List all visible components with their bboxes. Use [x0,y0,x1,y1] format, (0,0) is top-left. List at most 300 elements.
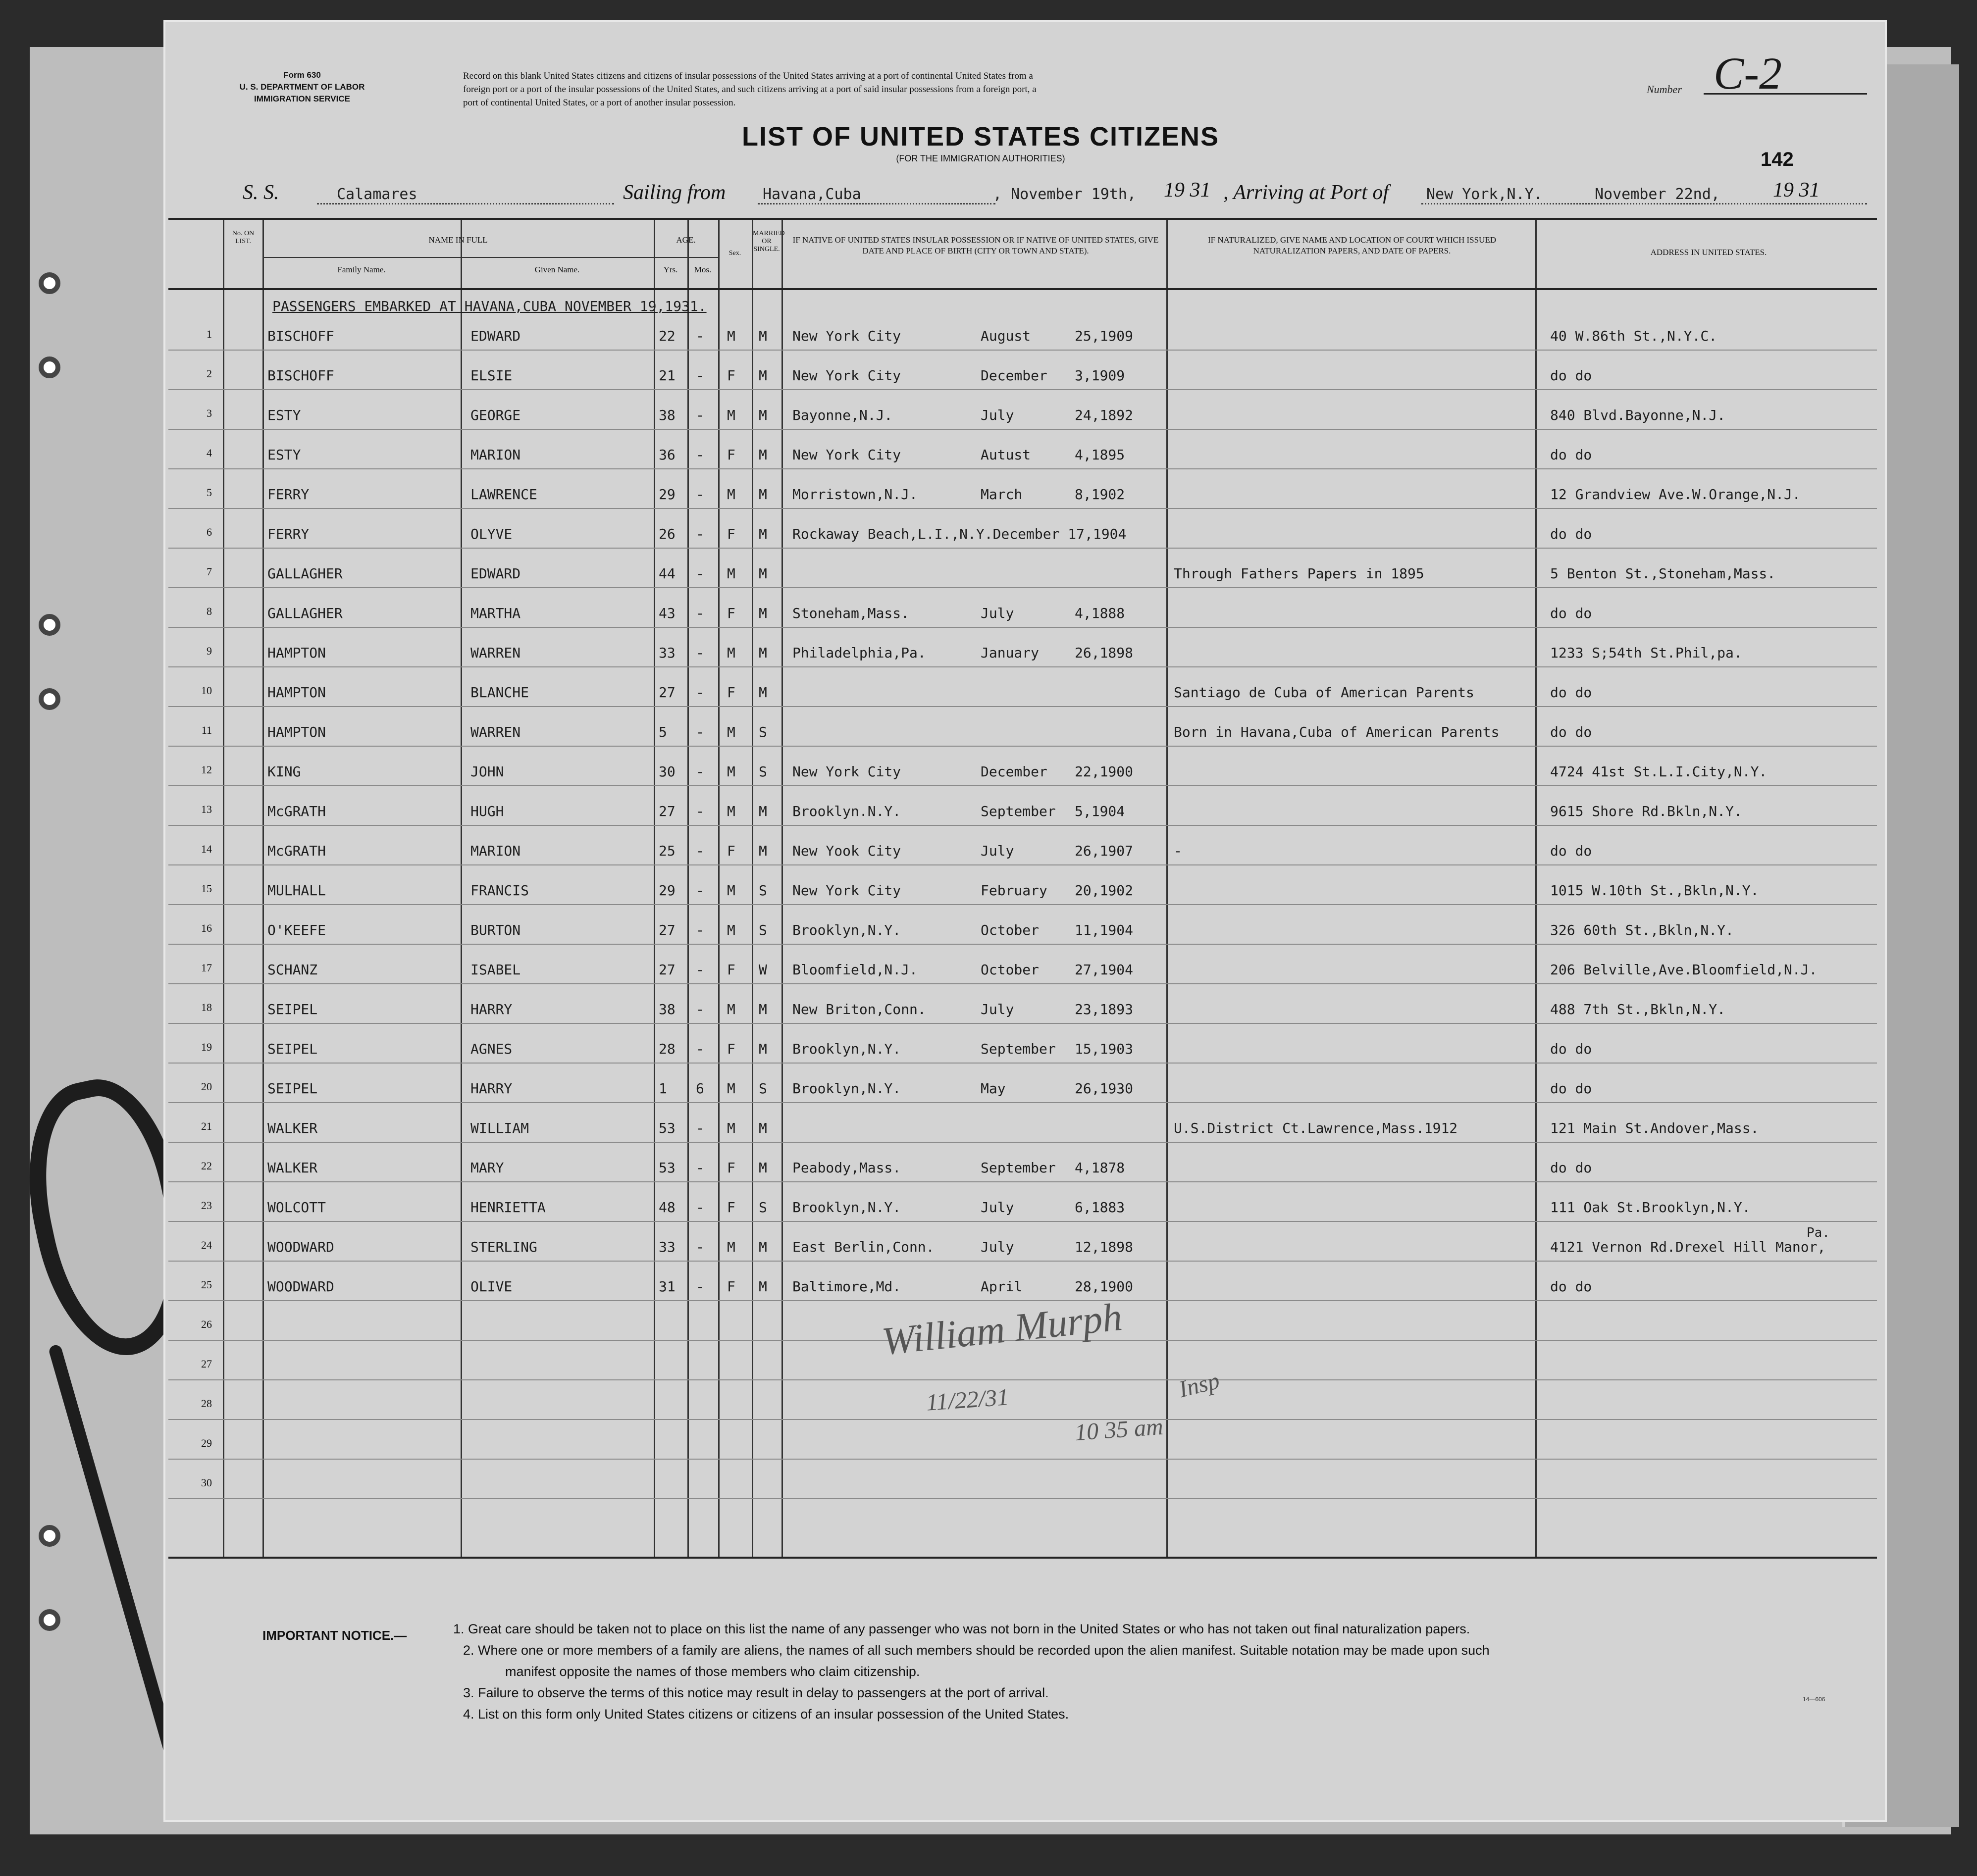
birth-month: September [981,1160,1056,1176]
row-number: 1 [207,328,212,340]
row-number: 22 [201,1160,212,1172]
given-name: BURTON [470,922,521,938]
form-number: Form 630 [283,70,321,80]
naturalization-court: - [1174,843,1182,859]
given-name: WILLIAM [470,1120,529,1136]
row-rule [168,1261,1877,1262]
row-number: 9 [207,645,212,657]
sex: M [727,1239,735,1255]
row-rule [168,1063,1877,1064]
marital-status: M [759,1239,767,1255]
family-name: BISCHOFF [267,367,334,384]
given-name: WARREN [470,645,521,661]
family-name: GALLAGHER [267,605,343,621]
birth-day-year: 26,1930 [1075,1080,1134,1097]
row-number: 21 [201,1120,212,1132]
age-months: - [696,922,704,938]
row-rule [168,1181,1877,1182]
age-months: - [696,843,704,859]
age-years: 25 [659,843,676,859]
birth-month: February [981,882,1047,899]
empty-row-number: 30 [201,1476,212,1489]
birth-day-year: 3,1909 [1075,367,1125,384]
header-bottom-rule [168,288,1877,290]
birth-day-year: 11,1904 [1075,922,1134,938]
col-header-married: MARRIED OR SINGLE. [753,230,785,253]
birth-month: December [981,367,1047,384]
birth-day-year: 23,1893 [1075,1001,1134,1017]
age-months: - [696,684,704,701]
sex: M [727,724,735,740]
row-number: 24 [201,1239,212,1251]
age-years: 1 [659,1080,667,1097]
sex: M [727,1080,735,1097]
birth-month: July [981,407,1014,423]
birth-day-year: 27,1904 [1075,962,1134,978]
row-number: 4 [207,447,212,459]
marital-status: S [759,724,767,740]
given-name: WARREN [470,724,521,740]
col-header-sex: Sex. [728,250,741,257]
age-years: 26 [659,526,676,542]
birth-day-year: 6,1883 [1075,1199,1125,1216]
age-months: - [696,1239,704,1255]
age-years: 27 [659,962,676,978]
address: do do [1550,605,1592,621]
birth-place: Brooklyn,N.Y. [792,1080,901,1097]
given-name: AGNES [470,1041,513,1057]
age-years: 27 [659,803,676,819]
row-number: 6 [207,526,212,538]
sex: F [727,526,735,542]
marital-status: M [759,645,767,661]
birth-place: Brooklyn,N.Y. [792,1041,901,1057]
birth-place: New York City [792,882,901,899]
birth-month: Autust [981,447,1031,463]
sex: F [727,684,735,701]
marital-status: M [759,1120,767,1136]
row-number: 7 [207,565,212,578]
row-rule [168,785,1877,786]
row-number: 13 [201,803,212,815]
departure-year: 19 31 [1164,179,1211,202]
birth-place: New Briton,Conn. [792,1001,926,1017]
row-rule [168,983,1877,984]
given-name: MARION [470,843,521,859]
col-divider [1535,220,1537,1557]
birth-day-year: 4,1878 [1075,1160,1125,1176]
sex: M [727,763,735,780]
header-rule [654,257,718,258]
marital-status: M [759,1001,767,1017]
given-name: JOHN [470,763,504,780]
birth-place: Bayonne,N.J. [792,407,893,423]
birth-place: Peabody,Mass. [792,1160,901,1176]
age-months: - [696,763,704,780]
row-rule [168,1419,1877,1420]
ship-name: Calamares [337,186,417,203]
age-years: 29 [659,882,676,899]
departure-port: Havana,Cuba [763,186,861,203]
given-name: ELSIE [470,367,513,384]
given-name: EDWARD [470,328,521,344]
row-rule [168,587,1877,588]
row-rule [168,1142,1877,1143]
row-number: 25 [201,1278,212,1291]
form-department: U. S. DEPARTMENT OF LABOR [239,82,365,92]
age-months: - [696,1120,704,1136]
row-number: 20 [201,1080,212,1093]
notice-item: 2. Where one or more members of a family are aliens, the names of all such members should be recorded upon the alien manifest. Suitable notation may be made upon such [463,1643,1490,1658]
empty-row-number: 29 [201,1437,212,1449]
address: do do [1550,1160,1592,1176]
col-header-birth: IF NATIVE OF UNITED STATES INSULAR POSSESSION OR IF NATIVE OF UNITED STATES, GIVE DATE AND PLACE OF BIRTH (CITY OR TOWN AND STATE). [792,235,1159,255]
age-months: - [696,1278,704,1295]
arriving-label: , Arriving at Port of [1223,181,1389,204]
marital-status: M [759,447,767,463]
birth-month: October [981,962,1040,978]
row-number: 18 [201,1001,212,1014]
sex: F [727,1041,735,1057]
marital-status: M [759,526,767,542]
form-id-block [213,69,391,105]
arrival-port: New York,N.Y. [1426,186,1543,203]
punch-hole [39,1525,60,1547]
age-years: 33 [659,645,676,661]
given-name: EDWARD [470,565,521,582]
given-name: MARION [470,447,521,463]
birth-place: Stoneham,Mass. [792,605,910,621]
given-name: OLYVE [470,526,513,542]
notice-item: manifest opposite the names of those members who claim citizenship. [505,1664,920,1679]
birth-place: Baltimore,Md. [792,1278,901,1295]
age-months: - [696,1199,704,1216]
birth-day-year: 20,1902 [1075,882,1134,899]
birth-day-year: 4,1895 [1075,447,1125,463]
punch-hole [39,356,60,378]
birth-month: October [981,922,1040,938]
signature-date: 11/22/31 [925,1384,1010,1416]
notice-item: 4. List on this form only United States citizens or citizens of an insular possession of the United States. [463,1707,1069,1722]
sex: M [727,645,735,661]
family-name: FERRY [267,526,310,542]
age-years: 31 [659,1278,676,1295]
sex: M [727,407,735,423]
family-name: MULHALL [267,882,326,899]
family-name: GALLAGHER [267,565,343,582]
age-years: 53 [659,1160,676,1176]
punch-hole [39,688,60,710]
sex: F [727,843,735,859]
col-header-name: NAME IN FULL [428,235,488,245]
given-name: MARY [470,1160,504,1176]
col-divider [262,220,264,1557]
address: 12 Grandview Ave.W.Orange,N.J. [1550,486,1801,503]
row-rule [168,508,1877,509]
family-name: SEIPEL [267,1001,318,1017]
row-rule [168,1102,1877,1103]
birth-month: December [981,763,1047,780]
family-name: HAMPTON [267,724,326,740]
instruction-line: Record on this blank United States citizens and citizens of insular possessions of the United States arriving at a port of continental United States from a [463,71,1033,81]
address: 206 Belville,Ave.Bloomfield,N.J. [1550,962,1818,978]
page-subtitle: (FOR THE IMMIGRATION AUTHORITIES) [896,153,1065,163]
sex: F [727,1278,735,1295]
notice-item: 3. Failure to observe the terms of this notice may result in delay to passengers at the port of arrival. [463,1685,1049,1700]
row-rule [168,1023,1877,1024]
row-rule [168,1459,1877,1460]
col-header-naturalized: IF NATURALIZED, GIVE NAME AND LOCATION OF COURT WHICH ISSUED NATURALIZATION PAPERS, AND DATE OF PAPERS. [1207,235,1496,255]
punch-hole [39,1609,60,1631]
address: 1015 W.10th St.,Bkln,N.Y. [1550,882,1759,899]
row-rule [168,548,1877,549]
sex: F [727,447,735,463]
arrival-date: November 22nd, [1595,186,1720,203]
birth-month: August [981,328,1031,344]
birth-month: September [981,803,1056,819]
given-name: STERLING [470,1239,537,1255]
family-name: HAMPTON [267,645,326,661]
signature-time: 10 35 am [1074,1413,1164,1446]
birth-place: Rockaway Beach,L.I.,N.Y.December 17,1904 [792,526,1127,542]
given-name: HARRY [470,1080,513,1097]
row-number: 19 [201,1041,212,1053]
age-years: 27 [659,922,676,938]
row-rule [168,429,1877,430]
row-rule [168,389,1877,390]
empty-row-number: 28 [201,1397,212,1410]
birth-place: New York City [792,367,901,384]
family-name: WOODWARD [267,1239,334,1255]
punch-hole [39,272,60,294]
marital-status: S [759,922,767,938]
given-name: ISABEL [470,962,521,978]
address: 840 Blvd.Bayonne,N.J. [1550,407,1726,423]
age-years: 48 [659,1199,676,1216]
address: 40 W.86th St.,N.Y.C. [1550,328,1717,344]
address: 4724 41st St.L.I.City,N.Y. [1550,763,1768,780]
row-number: 14 [201,843,212,855]
sex: F [727,1160,735,1176]
embark-heading: PASSENGERS EMBARKED AT HAVANA,CUBA NOVEMBER 19,1931. [272,298,707,314]
row-number: 5 [207,486,212,499]
birth-day-year: 24,1892 [1075,407,1134,423]
sex: F [727,962,735,978]
birth-place: New York City [792,447,901,463]
row-rule [168,944,1877,945]
age-months: - [696,724,704,740]
age-months: - [696,565,704,582]
row-rule [168,1498,1877,1499]
marital-status: M [759,605,767,621]
family-name: WALKER [267,1160,318,1176]
row-number: 11 [201,724,212,736]
marital-status: M [759,328,767,344]
given-name: BLANCHE [470,684,529,701]
birth-month: April [981,1278,1023,1295]
address: 111 Oak St.Brooklyn,N.Y. [1550,1199,1751,1216]
marital-status: M [759,565,767,582]
address: 1233 S;54th St.Phil,pa. [1550,645,1742,661]
signature-suffix: Insp [1176,1367,1222,1403]
sex: M [727,1120,735,1136]
sailing-label: Sailing from [623,181,726,204]
marital-status: M [759,684,767,701]
col-header-address: ADDRESS IN UNITED STATES. [1650,248,1767,257]
col-header-age: AGE. [676,235,696,245]
family-name: ESTY [267,407,301,423]
given-name: HARRY [470,1001,513,1017]
col-header-no: No. ON LIST. [232,230,255,245]
naturalization-court: Through Fathers Papers in 1895 [1174,565,1424,582]
row-rule [168,1221,1877,1222]
given-name: OLIVE [470,1278,513,1295]
col-header-yrs: Yrs. [663,265,678,274]
row-rule [168,350,1877,351]
age-months: - [696,486,704,503]
birth-month: March [981,486,1023,503]
col-header-family: Family Name. [337,265,386,274]
col-divider [223,220,224,1557]
address: do do [1550,447,1592,463]
age-months: - [696,645,704,661]
address: do do [1550,526,1592,542]
sex: M [727,1001,735,1017]
col-divider [718,220,720,1557]
address: do do [1550,684,1592,701]
given-name: HUGH [470,803,504,819]
marital-status: M [759,843,767,859]
age-months: - [696,605,704,621]
family-name: FERRY [267,486,310,503]
row-number: 16 [201,922,212,934]
punch-hole [39,614,60,636]
birth-place: Philadelphia,Pa. [792,645,926,661]
col-divider [1166,220,1168,1557]
address: do do [1550,843,1592,859]
birth-day-year: 22,1900 [1075,763,1134,780]
given-name: MARTHA [470,605,521,621]
address: 4121 Vernon Rd.Drexel Hill Manor, [1550,1239,1826,1255]
address: 326 60th St.,Bkln,N.Y. [1550,922,1734,938]
marital-status: M [759,1278,767,1295]
row-rule [168,1300,1877,1301]
birth-place: East Berlin,Conn. [792,1239,935,1255]
col-header-mos: Mos. [694,265,712,274]
age-years: 53 [659,1120,676,1136]
birth-month: July [981,1199,1014,1216]
family-name: SCHANZ [267,962,318,978]
age-months: - [696,367,704,384]
birth-place: New York City [792,328,901,344]
row-number: 3 [207,407,212,419]
row-rule [168,706,1877,707]
row-number: 15 [201,882,212,895]
age-months: - [696,962,704,978]
birth-month: September [981,1041,1056,1057]
row-rule [168,825,1877,826]
address-note-pa: Pa. [1807,1225,1830,1240]
age-years: 22 [659,328,676,344]
instruction-line: port of continental United States, or a port of another insular possession. [463,98,736,108]
form-code: 14—606 [1803,1696,1825,1703]
age-months: - [696,803,704,819]
age-months: - [696,1041,704,1057]
age-months: - [696,328,704,344]
family-name: McGRATH [267,803,326,819]
age-months: - [696,407,704,423]
sex: M [727,803,735,819]
row-number: 2 [207,367,212,380]
age-months: - [696,1160,704,1176]
family-name: McGRATH [267,843,326,859]
row-number: 10 [201,684,212,697]
age-years: 38 [659,1001,676,1017]
address: do do [1550,1041,1592,1057]
age-years: 28 [659,1041,676,1057]
address: do do [1550,1080,1592,1097]
birth-month: July [981,843,1014,859]
col-divider [752,220,753,1557]
birth-place: Bloomfield,N.J. [792,962,918,978]
col-header-given: Given Name. [534,265,580,274]
dotted-line [758,203,995,204]
birth-place: Brooklyn,N.Y. [792,1199,901,1216]
address: 9615 Shore Rd.Bkln,N.Y. [1550,803,1742,819]
birth-day-year: 15,1903 [1075,1041,1134,1057]
family-name: BISCHOFF [267,328,334,344]
row-rule [168,627,1877,628]
marital-status: S [759,882,767,899]
departure-date: , November 19th, [993,186,1136,203]
sex: M [727,486,735,503]
col-divider [781,220,783,1557]
marital-status: M [759,1041,767,1057]
row-rule [168,666,1877,667]
sex: M [727,922,735,938]
col-divider [461,220,462,1557]
family-name: WALKER [267,1120,318,1136]
naturalization-court: Born in Havana,Cuba of American Parents [1174,724,1500,740]
birth-day-year: 4,1888 [1075,605,1125,621]
marital-status: M [759,486,767,503]
instruction-line: foreign port or a port of the insular possessions of the United States, and such citizens arriving at a port of said insular possessions from a foreign port, a [463,84,1037,95]
number-label: Number [1647,83,1682,96]
col-divider [654,220,655,1557]
row-rule [168,904,1877,905]
birth-month: May [981,1080,1006,1097]
given-name: HENRIETTA [470,1199,546,1216]
marital-status: S [759,1199,767,1216]
inspector-signature: William Murph [880,1295,1124,1364]
marital-status: S [759,1080,767,1097]
sex: F [727,605,735,621]
arrival-year: 19 31 [1773,179,1820,202]
birth-day-year: 28,1900 [1075,1278,1134,1295]
age-months: - [696,882,704,899]
age-years: 29 [659,486,676,503]
given-name: LAWRENCE [470,486,537,503]
address: do do [1550,724,1592,740]
sex: M [727,565,735,582]
age-years: 5 [659,724,667,740]
birth-day-year: 8,1902 [1075,486,1125,503]
row-rule [168,864,1877,865]
empty-row-number: 27 [201,1358,212,1370]
age-years: 30 [659,763,676,780]
address: do do [1550,1278,1592,1295]
list-number: C-2 [1714,48,1782,99]
